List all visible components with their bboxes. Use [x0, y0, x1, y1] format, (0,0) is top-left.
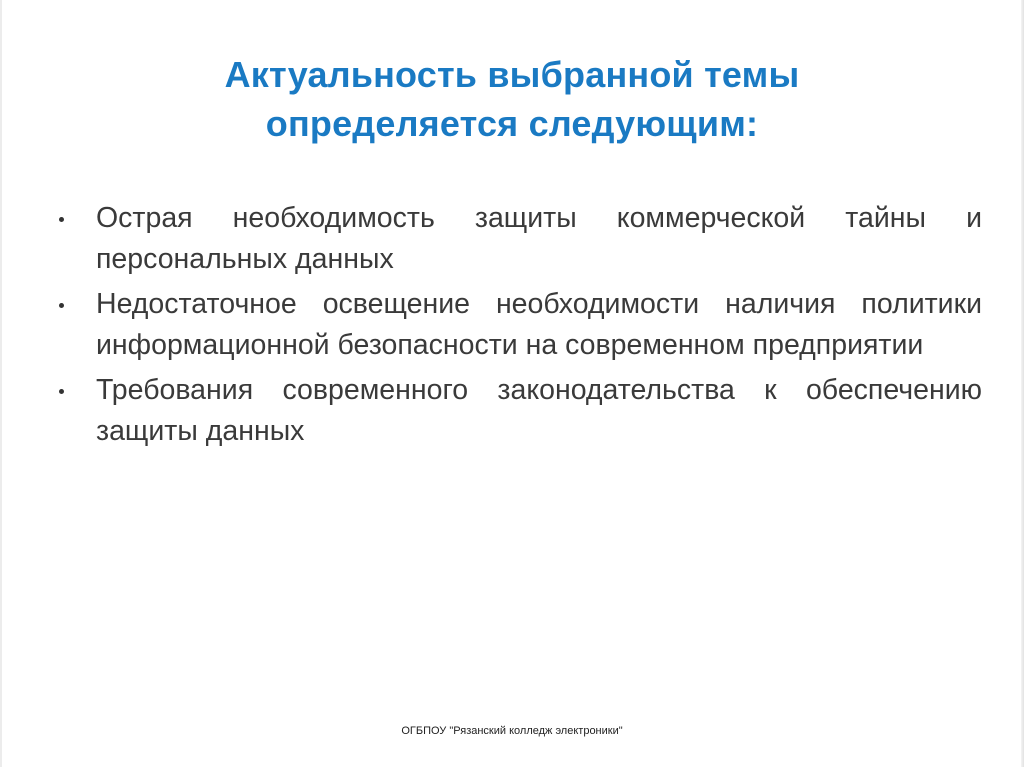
slide-footer: ОГБПОУ "Рязанский колледж электроники" — [401, 725, 623, 737]
bullet-item-3 — [46, 370, 982, 452]
slide-title-line-2: определяется следующим: — [265, 103, 759, 144]
bullet-dot-icon — [59, 217, 64, 222]
bullet-item-1 — [46, 198, 982, 280]
bullet-dot-icon — [59, 303, 64, 308]
bullet-list — [46, 198, 982, 456]
slide-title — [120, 50, 904, 148]
bullet-item-2 — [46, 284, 982, 366]
slide-left-edge — [0, 0, 2, 767]
bullet-item-2-text: Недостаточное освещение необходимости наличия политики информационной безопасности на современном предприятии — [96, 288, 982, 361]
bullet-item-1-text: Острая необходимость защиты коммерческой тайны и персональных данных — [96, 202, 982, 275]
slide-title-line-1: Актуальность выбранной темы — [224, 54, 800, 95]
bullet-item-3-text: Требования современного законодательства к обеспечению защиты данных — [96, 374, 982, 447]
bullet-dot-icon — [59, 389, 64, 394]
